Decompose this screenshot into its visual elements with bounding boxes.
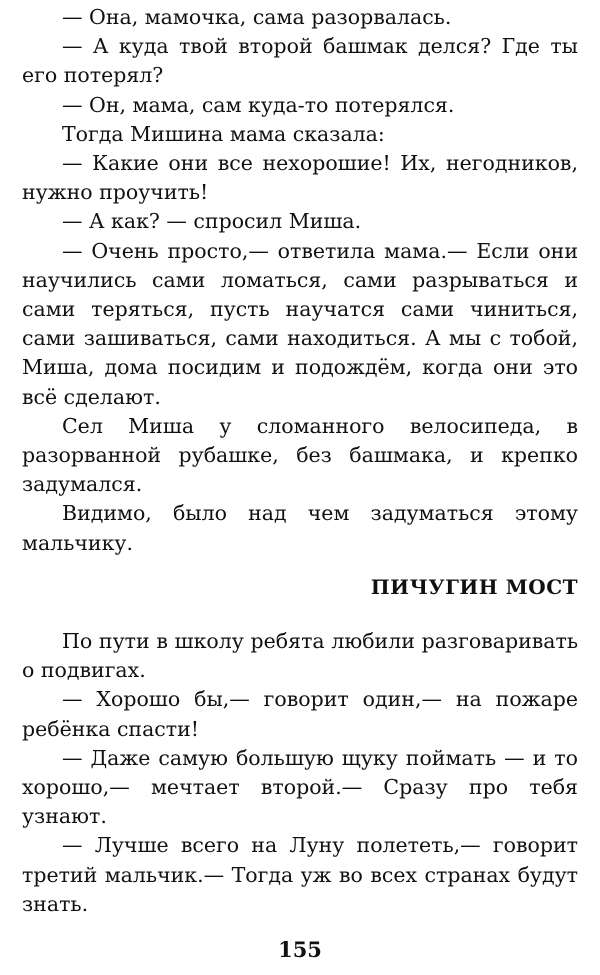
page-number: 155 [278, 937, 322, 962]
paragraph: — Он, мама, сам куда-то потерялся. [62, 92, 455, 117]
story-beginning-text [22, 627, 578, 919]
paragraph: — Хорошо бы,— говорит один,— на пожаре ребёнка спасти! [22, 687, 578, 741]
paragraph: — А куда твой второй башмак делся? Где ты его потерял? [22, 34, 578, 88]
story-title: ПИЧУГИН МОСТ [370, 575, 578, 599]
paragraph: — А как? — спросил Миша. [62, 209, 362, 234]
paragraph: — Очень просто,— ответила мама.— Если они научились сами ломаться, сами разрываться и сами теряться, пусть научатся сами чиниться, сами зашиваться, сами находиться. А мы с тобой, Миша, дома посидим и подождём, когда они это всё сделают. [22, 238, 578, 409]
story-ending-text [22, 3, 578, 558]
book-page [22, 0, 578, 975]
paragraph: — Лучше всего на Луну полететь,— говорит третий мальчик.— Тогда уж во всех странах будут знать. [22, 833, 578, 916]
paragraph: По пути в школу ребята любили разговаривать о подвигах. [22, 629, 578, 683]
paragraph: Сел Миша у сломанного велосипеда, в разорванной рубашке, без башмака, и крепко задумался. [22, 413, 578, 497]
paragraph: — Даже самую большую щуку поймать — и то хорошо,— мечтает второй.— Сразу про тебя узнают. [22, 745, 578, 829]
paragraph: — Она, мамочка, сама разорвалась. [62, 5, 452, 29]
paragraph: — Какие они все нехорошие! Их, негодников, нужно проучить! [22, 151, 578, 205]
paragraph: Тогда Мишина мама сказала: [62, 121, 385, 146]
paragraph: Видимо, было над чем задуматься этому мальчику. [22, 501, 578, 555]
